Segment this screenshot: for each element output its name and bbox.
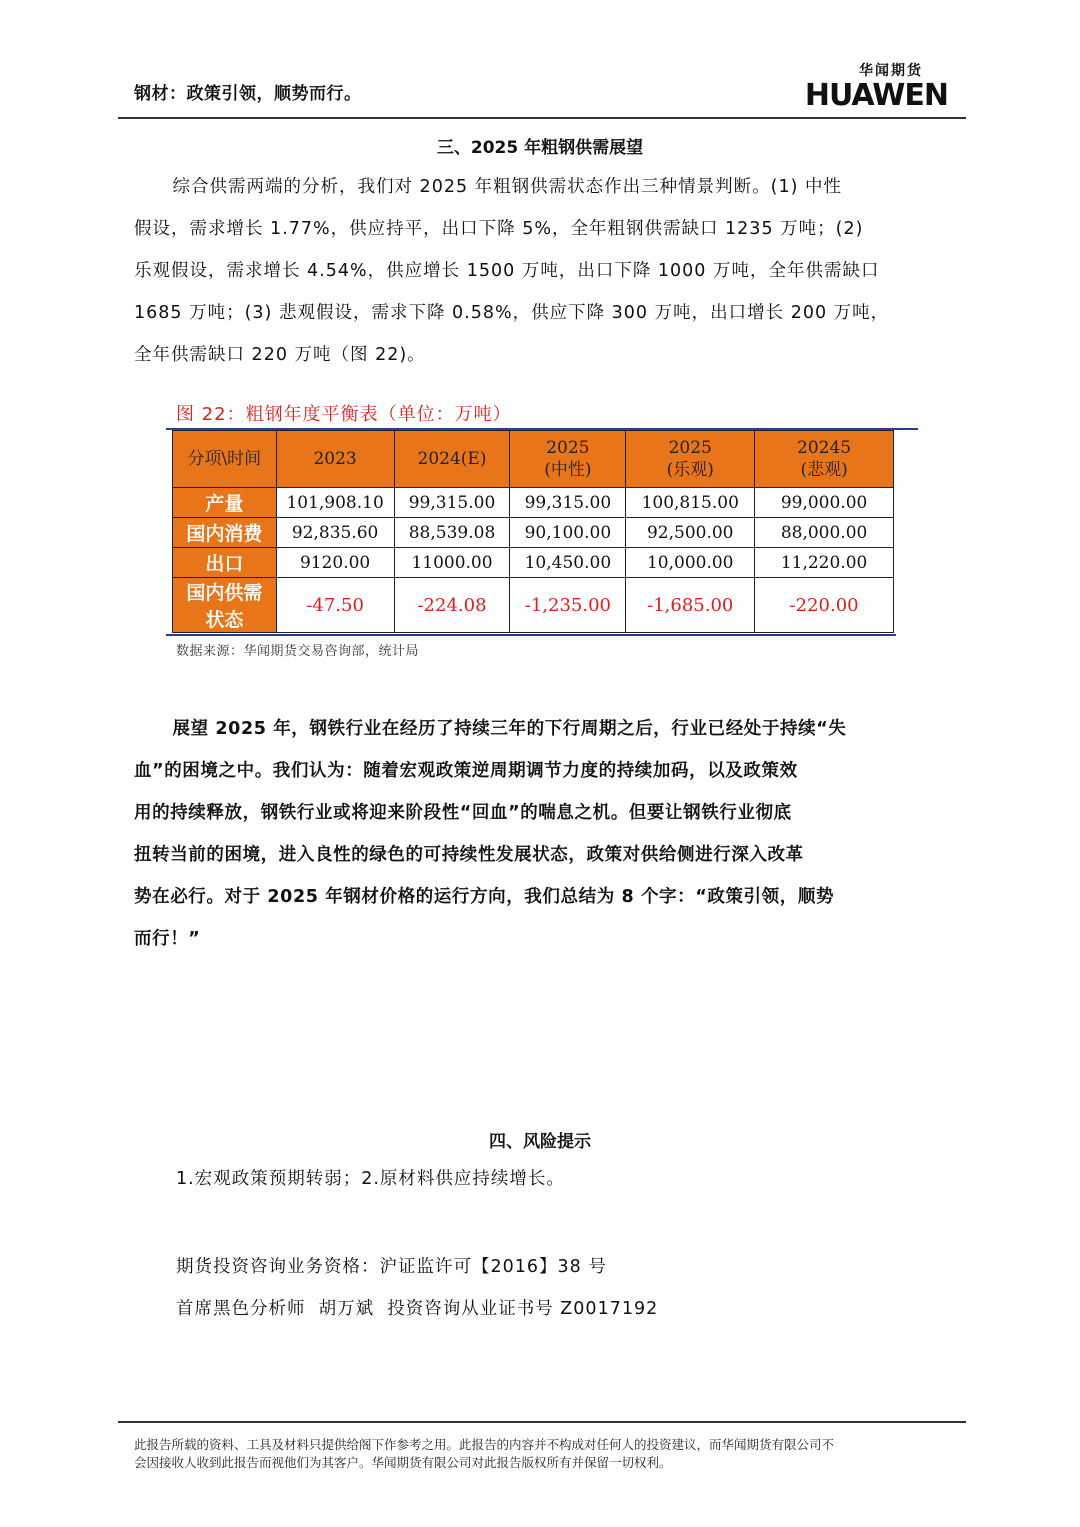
risk-item: 1.宏观政策预期转弱；2.原材料供应持续增长。	[176, 1169, 565, 1189]
logo-chinese-text: 华闻期货	[859, 63, 923, 79]
table-cell: 10,000.00	[626, 548, 755, 578]
paragraph-line: 1685 万吨；(3) 悲观假设，需求下降 0.58%，供应下降 300 万吨，出口增长 200 万吨，	[134, 303, 890, 323]
table-cell-negative: -224.08	[394, 578, 510, 633]
balance-table	[172, 430, 894, 633]
table-cell: 99,315.00	[394, 488, 510, 518]
column-header: 2024(E)	[394, 431, 510, 488]
table-cell: 9120.00	[276, 548, 394, 578]
header-divider	[118, 117, 966, 119]
paragraph-line: 全年供需缺口 220 万吨（图 22)。	[134, 345, 426, 365]
data-source-note: 数据来源：华闻期货交易咨询部，统计局	[176, 644, 420, 659]
table-cell: 10,450.00	[510, 548, 626, 578]
paragraph-line: 乐观假设，需求增长 4.54%，供应增长 1500 万吨，出口下降 1000 万吨，全年供需缺口	[134, 261, 880, 281]
table-cell-negative: -1,235.00	[510, 578, 626, 633]
table-cell: 101,908.10	[276, 488, 394, 518]
section-4-title: 四、风险提示	[489, 1132, 591, 1152]
table-cell: 11000.00	[394, 548, 510, 578]
table-cell: 92,835.60	[276, 518, 394, 548]
row-label: 国内供需 状态	[173, 578, 277, 633]
table-cell: 99,000.00	[755, 488, 894, 518]
section-3-paragraph	[134, 166, 946, 376]
table-cell: 92,500.00	[626, 518, 755, 548]
table-cell: 100,815.00	[626, 488, 755, 518]
table-row	[173, 518, 894, 548]
column-header: 20245 (悲观)	[755, 431, 894, 488]
column-header: 分项\时间	[173, 431, 277, 488]
section-3-title: 三、2025 年粗钢供需展望	[436, 138, 644, 158]
paragraph-line: 假设，需求增长 1.77%，供应持平，出口下降 5%，全年粗钢供需缺口 1235 万吨；(2)	[134, 219, 864, 239]
table-cell: 99,315.00	[510, 488, 626, 518]
row-label: 产量	[173, 488, 277, 518]
table-row-status	[173, 578, 894, 633]
table-row	[173, 548, 894, 578]
disclaimer-line: 此报告所载的资料、工具及材料只提供给阁下作参考之用。此报告的内容并不构成对任何人的投资建议，而华闻期货有限公司不	[134, 1437, 835, 1452]
footer-divider	[118, 1421, 966, 1423]
footer-disclaimer	[134, 1436, 954, 1472]
table-cell-negative: -220.00	[755, 578, 894, 633]
huawen-logo	[778, 60, 948, 112]
table-cell: 90,100.00	[510, 518, 626, 548]
column-header: 2025 (中性)	[510, 431, 626, 488]
table-cell: 88,539.08	[394, 518, 510, 548]
outlook-paragraph	[134, 708, 946, 960]
paragraph-line: 展望 2025 年，钢铁行业在经历了持续三年的下行周期之后，行业已经处于持续“失	[172, 719, 847, 739]
table-cell-negative: -47.50	[276, 578, 394, 633]
table-cell-negative: -1,685.00	[626, 578, 755, 633]
table-row	[173, 488, 894, 518]
header-title: 钢材：政策引领，顺势而行。	[134, 84, 362, 104]
table-header-row	[173, 431, 894, 488]
figure-title: 图 22：粗钢年度平衡表（单位：万吨）	[176, 404, 512, 425]
column-header: 2023	[276, 431, 394, 488]
row-label: 出口	[173, 548, 277, 578]
table-cell: 88,000.00	[755, 518, 894, 548]
table-cell: 11,220.00	[755, 548, 894, 578]
paragraph-line: 而行！”	[134, 929, 201, 949]
paragraph-line: 综合供需两端的分析，我们对 2025 年粗钢供需状态作出三种情景判断。(1) 中性	[172, 177, 843, 197]
row-label: 国内消费	[173, 518, 277, 548]
analyst-line: 首席黑色分析师 胡万斌 投资咨询从业证书号 Z0017192	[176, 1299, 659, 1319]
table-bottom-rule	[166, 634, 896, 636]
qualification-line: 期货投资咨询业务资格：沪证监许可【2016】38 号	[176, 1257, 607, 1277]
paragraph-line: 势在必行。对于 2025 年钢材价格的运行方向，我们总结为 8 个字：“政策引领，顺势	[134, 887, 835, 907]
logo-english-text: HUAWEN	[804, 78, 948, 113]
disclaimer-line: 会因接收人收到此报告而视他们为其客户。华闻期货有限公司对此报告版权所有并保留一切权利。	[134, 1455, 672, 1470]
column-header: 2025 (乐观)	[626, 431, 755, 488]
paragraph-line: 用的持续释放，钢铁行业或将迎来阶段性“回血”的喘息之机。但要让钢铁行业彻底	[134, 803, 792, 823]
paragraph-line: 血”的困境之中。我们认为：随着宏观政策逆周期调节力度的持续加码，以及政策效	[134, 761, 798, 781]
paragraph-line: 扭转当前的困境，进入良性的绿色的可持续性发展状态，政策对供给侧进行深入改革	[134, 845, 804, 865]
